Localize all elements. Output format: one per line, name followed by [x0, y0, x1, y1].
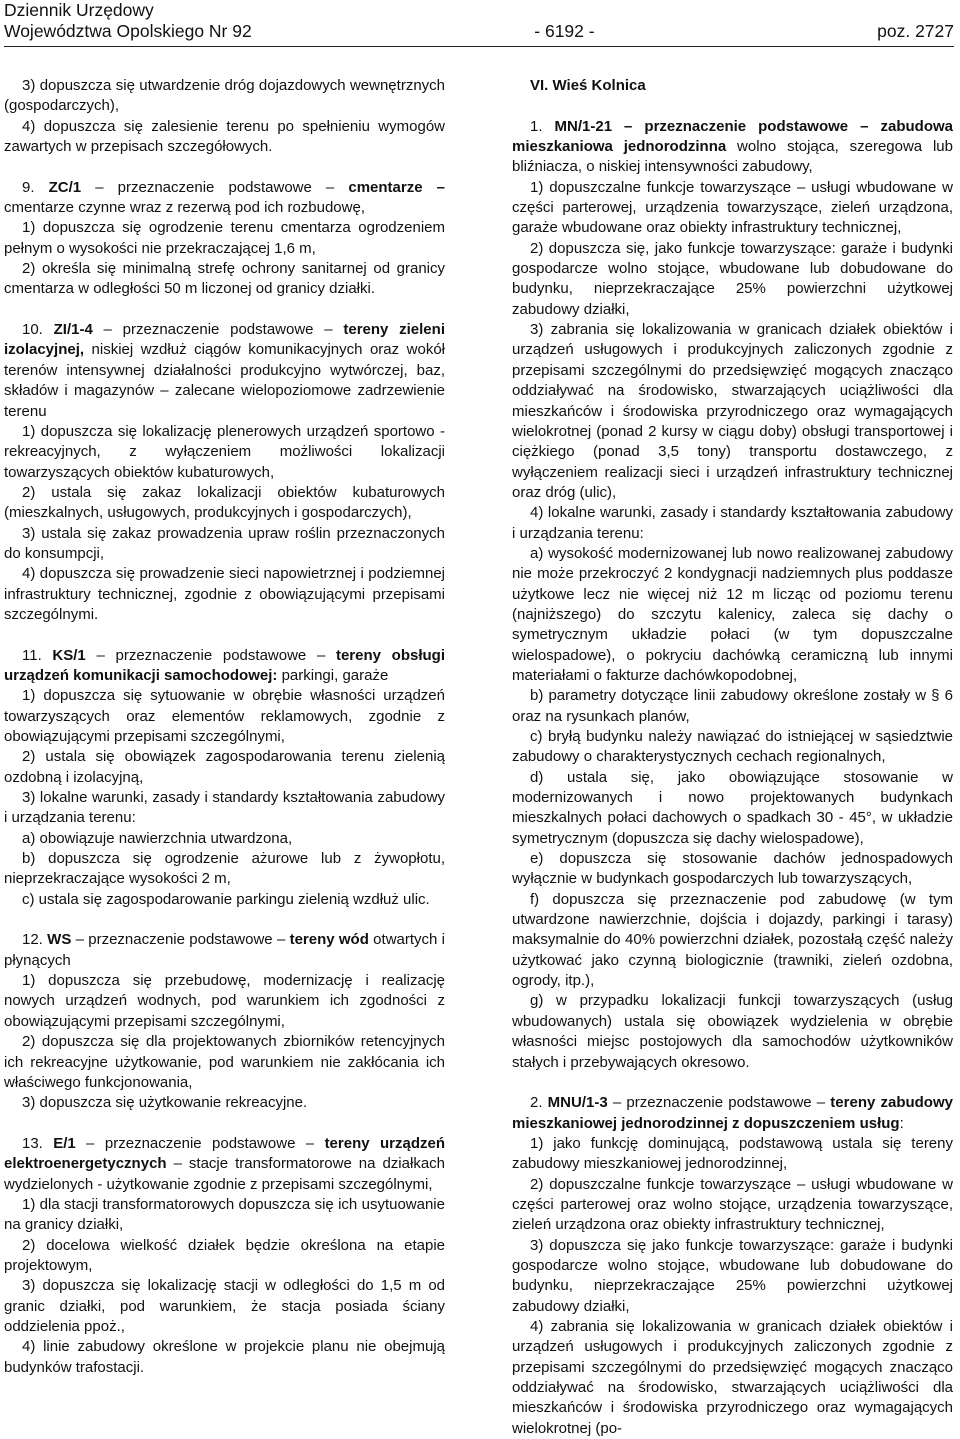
right-column — [512, 76, 953, 1439]
section-purpose: tereny zieleni izolacyjnej, — [4, 321, 445, 359]
list-item: 1) dla stacji transformatorowych dopuszcza się ich usytuowanie na granicy działki, — [4, 1195, 445, 1234]
section-purpose: tereny urządzeń elektroenergetycznych — [4, 1134, 445, 1173]
section-code: MNU/1-3 — [547, 1094, 608, 1112]
list-item: 4) lokalne warunki, zasady i standardy kształtowania zabudowy i urządzania terenu: — [512, 504, 953, 542]
list-item: 1) jako funkcję dominującą, podstawową ustala się tereny zabudowy mieszkaniowej jednorodzinnej, — [512, 1134, 953, 1173]
list-item: 1) dopuszcza się ogrodzenie terenu cmentarza ogrodzeniem pełnym o wysokości nie przekraczającej 1,6 m, — [4, 219, 445, 257]
list-item: 1) dopuszczalne funkcje towarzyszące – usługi wbudowane w części parterowej, urządzenia towarzyszące, zieleń urządzona, garaże wbudowane oraz obiekty infrastruktury technicznej, — [512, 178, 953, 237]
list-item: d) ustala się, jako obowiązujące stosowanie w modernizowanych i nowo projektowanych budynkach mieszkalnych połaci dachowych o spadkach 30 - 45°, w układzie symetrycznym (dopuszcza się dachy wielospadowe), — [512, 768, 953, 847]
list-item: 2) ustala się zakaz lokalizacji obiektów kubaturowych (mieszkalnych, usługowych, produkcyjnych i gospodarczych), — [4, 483, 445, 522]
section-9-heading: 9. ZC/1 – przeznaczenie podstawowe – cmentarze – cmentarze czynne wraz z rezerwą pod ich rozbudowę, — [4, 178, 445, 217]
spacer — [4, 910, 445, 930]
position-number: poz. 2727 — [877, 21, 954, 41]
list-item: 2) ustala się obowiązek zagospodarowania terenu zielenią ozdobną i izolacyjną, — [4, 748, 445, 786]
list-item: a) wysokość modernizowanej lub nowo realizowanej zabudowy nie może przekroczyć 2 kondygnacji nadziemnych plus poddasze użytkowe lecz nie więcej niż 12 m licząc od poziomu terenu (najniższego) do szczytu kalenicy, zaleca się dachy o symetrycznym układzie połaci (w tym dopuszczalne wielospadowe), o pokryciu dachówką ceramiczną lub innymi materiałami o fakturze dachówkopodobnej, — [512, 544, 953, 684]
section-1-heading: 1. MN/1-21 – przeznaczenie podstawowe – zabudowa mieszkaniowa jednorodzinna wolno stojąca, szeregowa lub bliźniacza, o niskiej intensywności zabudowy, — [512, 117, 953, 176]
list-item: 2) dopuszcza się dla projektowanych zbiorników retencyjnych ich rekreacyjne użytkowanie, pod warunkiem nie zakłócania ich właściwego funkcjonowania, — [4, 1033, 445, 1091]
spacer — [4, 300, 445, 320]
list-item: b) parametry dotyczące linii zabudowy określone zostały w § 6 oraz na rysunkach planów, — [512, 687, 953, 725]
list-item: g) w przypadku lokalizacji funkcji towarzyszących (usług wbudowanych) ustala się obowiązek wydzielenia w obrębie własności miejsc postojowych dla samochodów użytkowników stałych i przebywających okresowo. — [512, 992, 953, 1071]
section-code: ZI/1-4 — [53, 321, 93, 339]
list-item: b) dopuszcza się ogrodzenie ażurowe lub z żywopłotu, nieprzekraczające wysokości 2 m, — [4, 850, 445, 888]
list-item: 3) dopuszcza się jako funkcje towarzyszące: garaże i budynki gospodarcze wolno stojące, wbudowane lub dobudowane do budynku, nieprzekraczające 25% powierzchni użytkowej zabudowy działki, — [512, 1236, 953, 1315]
list-item: e) dopuszcza się stosowanie dachów jednospadowych wyłącznie w budynkach gospodarczych lub towarzyszących, — [512, 850, 953, 888]
list-item: a) obowiązuje nawierzchnia utwardzona, — [22, 829, 293, 847]
section-13-heading: 13. E/1 – przeznaczenie podstawowe – tereny urządzeń elektroenergetycznych – stacje transformatorowe na działkach wydzielonych - użytkowanie zgodnie z przepisami szczególnymi, — [4, 1134, 445, 1193]
list-item: 2) docelowa wielkość działek będzie określona na etapie projektowym, — [4, 1236, 445, 1274]
section-code: WS — [47, 931, 72, 949]
spacer — [512, 96, 953, 116]
spacer — [4, 1114, 445, 1134]
journal-subtitle: Województwa Opolskiego Nr 92 — [4, 21, 252, 41]
list-item: 3) dopuszcza się lokalizację stacji w odległości do 1,5 m od granic działki, pod warunkiem, że stacja posiada ściany oddzielenia ppoż., — [4, 1277, 445, 1335]
chapter-heading: VI. Wieś Kolnica — [530, 77, 646, 94]
list-item: 1) dopuszcza się lokalizację plenerowych urządzeń sportowo - rekreacyjnych, z wyłączeniem możliwości lokalizacji towarzyszących obiektów kubaturowych, — [4, 422, 445, 481]
header-divider — [4, 46, 954, 47]
section-purpose: cmentarze – — [348, 178, 445, 196]
section-10-heading: 10. ZI/1-4 – przeznaczenie podstawowe – tereny zieleni izolacyjnej, niskiej wzdłuż ciągów komunikacyjnych oraz wokół terenów intensywnej działalności produkcyjno wytwórczej, baz, składów i magazynów – zalecane wielopoziomowe zadrzewienie terenu — [4, 321, 445, 420]
section-purpose: tereny wód — [289, 931, 369, 949]
page-header — [4, 0, 954, 42]
list-item: 3) ustala się zakaz prowadzenia upraw roślin przeznaczonych do konsumpcji, — [4, 524, 445, 562]
section-code: E/1 — [53, 1134, 76, 1152]
journal-title: Dziennik Urzędowy — [4, 0, 154, 20]
list-item: 3) dopuszcza się użytkowanie rekreacyjne. — [22, 1094, 308, 1112]
section-code: ZC/1 — [48, 178, 82, 196]
list-item: 4) zabrania się lokalizowania w granicach działek obiektów i urządzeń usługowych i produkcyjnych zaliczonych zgodnie z przepisami szczególnymi do przedsięwzięć mogących znacząco oddziaływać na środowisko, stwarzających uciążliwości dla mieszkańców i środowiska przyrodniczego oraz wymagających wielokrotnej (po- — [512, 1317, 953, 1437]
list-item: 2) określa się minimalną strefę ochrony sanitarnej od granicy cmentarza w odległości 50 m liczonej od granicy działki. — [4, 260, 445, 298]
list-item: 2) dopuszczalne funkcje towarzyszące – usługi wbudowane w części parterowej oraz wolno stojące, urządzenia towarzyszące, zieleń urządzona oraz obiekty infrastruktury technicznej, — [512, 1175, 953, 1234]
list-item: 3) zabrania się lokalizowania w granicach działek obiektów i urządzeń usługowych i produkcyjnych zaliczonych zgodnie z przepisami szczególnymi do przedsięwzięć mogących znacząco oddziaływać na środowisko, stwarzających uciążliwości dla mieszkańców i środowiska przyrodniczego oraz wymagających wielokrotnej (ponad 2 kursy w ciągu doby) obsługi transportowej i ciężkiego (ponad 3,5 tony) transportu dostawczego, z wyłączeniem realizacji sieci i urządzeń infrastruktury technicznej oraz dróg (ulic), — [512, 321, 953, 501]
section-purpose: tereny zabudowy mieszkaniowej jednorodzinnej z dopuszczeniem usług — [512, 1094, 953, 1132]
section-11-heading: 11. KS/1 – przeznaczenie podstawowe – tereny obsługi urządzeń komunikacji samochodowej: parkingi, garaże — [4, 646, 445, 684]
spacer — [512, 1073, 953, 1093]
section-12-heading: 12. WS – przeznaczenie podstawowe – tereny wód otwartych i płynących — [4, 931, 445, 969]
section-code: KS/1 — [52, 646, 86, 664]
list-item: 2) dopuszcza się, jako funkcje towarzyszące: garaże i budynki gospodarcze wolno stojące, wbudowane lub dobudowane do budynku, nieprzekraczające 25% powierzchni użytkowej zabudowy działki, — [512, 239, 953, 318]
spacer — [4, 625, 445, 645]
section-2-heading: 2. MNU/1-3 – przeznaczenie podstawowe – tereny zabudowy mieszkaniowej jednorodzinnej z dopuszczeniem usług: — [512, 1094, 953, 1132]
section-purpose: MN/1-21 – przeznaczenie podstawowe – zabudowa mieszkaniowa jednorodzinna — [512, 117, 953, 156]
list-item: 4) dopuszcza się prowadzenie sieci napowietrznej i podziemnej infrastruktury technicznej, zgodnie z obowiązującymi przepisami szczególnymi. — [4, 565, 445, 623]
list-item: c) bryłą budynku należy nawiązać do istniejącej w sąsiedztwie zabudowy o charakterystycznych cechach regionalnych, — [512, 728, 953, 766]
left-column — [4, 76, 445, 1378]
paragraph: 3) dopuszcza się utwardzenie dróg dojazdowych wewnętrznych (gospodarczych), — [4, 77, 445, 115]
list-item: 1) dopuszcza się przebudowę, modernizację i realizację nowych urządzeń wodnych, pod warunkiem ich zgodności z obowiązującymi przepisami szczególnymi, — [4, 972, 445, 1030]
page-number: - 6192 - — [534, 21, 595, 41]
list-item: 1) dopuszcza się sytuowanie w obrębie własności urządzeń towarzyszących oraz elementów reklamowych, zgodnie z obowiązującymi przepisami szczególnymi, — [4, 687, 445, 745]
list-item: 4) linie zabudowy określone w projekcie planu nie obejmują budynków trafostacji. — [4, 1338, 445, 1376]
section-purpose: tereny obsługi urządzeń komunikacji samochodowej: — [4, 646, 445, 684]
list-item: 3) lokalne warunki, zasady i standardy kształtowania zabudowy i urządzania terenu: — [4, 789, 445, 827]
header-row — [4, 21, 954, 42]
list-item: f) dopuszcza się przeznaczenie pod zabudowę (w tym utwardzone nawierzchnie, dojścia i dojazdy, parkingi i tarasy) maksymalnie do 40% powierzchni działek, pozostałą część należy użytkować jako czynną biologicznie (trawniki, zieleń ozdobna, ogrody, itp.), — [512, 890, 953, 990]
spacer — [4, 157, 445, 177]
paragraph: 4) dopuszcza się zalesienie terenu po spełnieniu wymogów zawartych w przepisach szczegółowych. — [4, 117, 445, 156]
list-item: c) ustala się zagospodarowanie parkingu zielenią wzdłuż ulic. — [22, 890, 430, 908]
